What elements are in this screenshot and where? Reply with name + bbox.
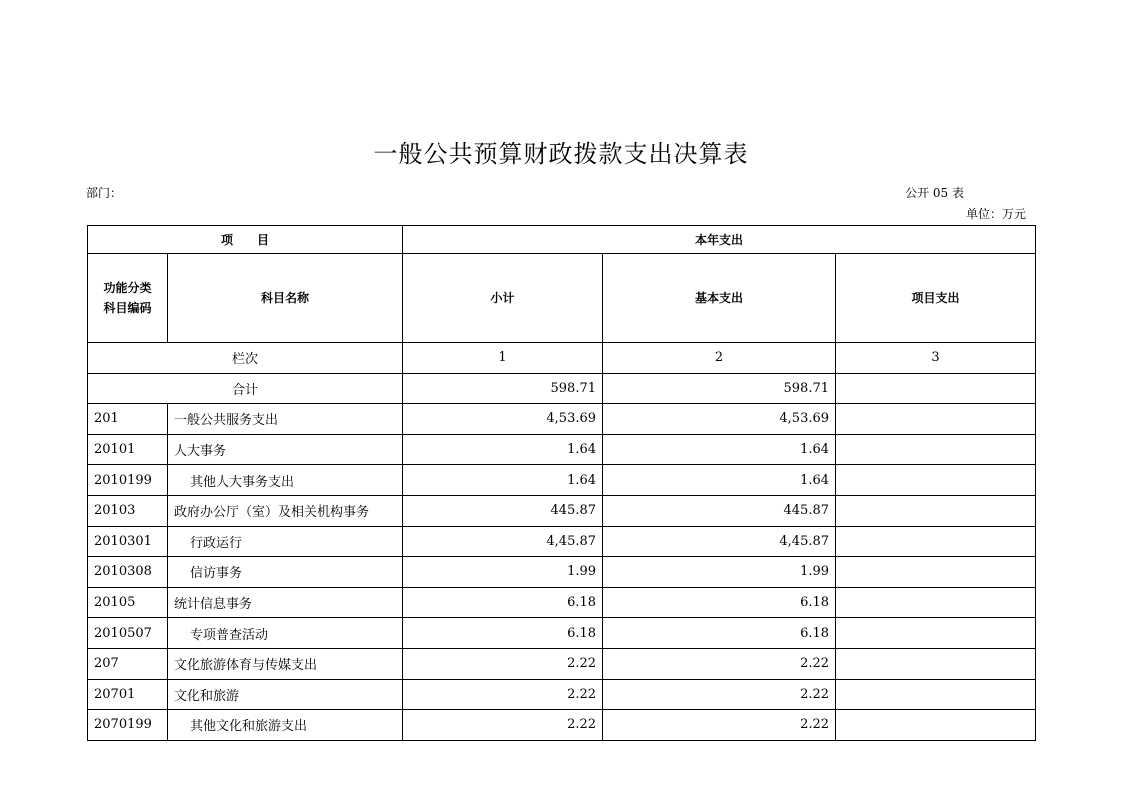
form-number: 公开 05 表: [905, 186, 964, 200]
table-row: [88, 465, 1036, 496]
row-subtotal: 1.99: [403, 557, 603, 588]
row-code: 2010301: [88, 526, 168, 557]
table-row: [88, 434, 1036, 465]
header-code: [88, 254, 168, 343]
row-subtotal: 1.64: [403, 434, 603, 465]
table-row: [88, 495, 1036, 526]
row-code: 2010199: [88, 465, 168, 496]
header-row-sub: [88, 254, 1036, 343]
row-code: 2010507: [88, 618, 168, 649]
row-subject-name: 信访事务: [168, 557, 403, 588]
page-title: 一般公共预算财政拨款支出决算表: [373, 140, 749, 168]
row-project: [836, 434, 1036, 465]
row-subtotal: 6.18: [403, 587, 603, 618]
header-subtotal: 小计: [403, 254, 603, 343]
row-subject-name: 统计信息事务: [168, 587, 403, 618]
department-label: 部门：: [86, 186, 123, 200]
row-code: 20101: [88, 434, 168, 465]
table-row: [88, 679, 1036, 710]
row-project: [836, 710, 1036, 741]
row-subject-name: 其他人大事务支出: [168, 465, 403, 496]
row-project: [836, 495, 1036, 526]
row-code: 2070199: [88, 710, 168, 741]
row-basic: 1.99: [603, 557, 836, 588]
row-subtotal: 1.64: [403, 465, 603, 496]
total-row: [88, 373, 1036, 404]
header-code-line2: 科目编码: [103, 301, 152, 315]
row-subject-name: 文化和旅游: [168, 679, 403, 710]
total-label: 合计: [88, 373, 403, 404]
row-project: [836, 557, 1036, 588]
total-project: [836, 373, 1036, 404]
row-project: [836, 526, 1036, 557]
expenditure-table: [87, 225, 1036, 741]
row-project: [836, 465, 1036, 496]
row-subtotal: 2.22: [403, 679, 603, 710]
row-subject-name: 其他文化和旅游支出: [168, 710, 403, 741]
row-subtotal: 2.22: [403, 648, 603, 679]
header-row-top: [88, 226, 1036, 254]
header-code-line1: 功能分类: [103, 281, 152, 295]
column-index-label: 栏次: [88, 343, 403, 374]
header-subject-name: 科目名称: [168, 254, 403, 343]
row-subtotal: 2.22: [403, 710, 603, 741]
row-project: [836, 618, 1036, 649]
row-subject-name: 行政运行: [168, 526, 403, 557]
total-subtotal: 598.71: [403, 373, 603, 404]
table-row: [88, 404, 1036, 435]
row-code: 20103: [88, 495, 168, 526]
row-subject-name: 政府办公厅（室）及相关机构事务: [168, 495, 403, 526]
table-row: [88, 710, 1036, 741]
row-basic: 6.18: [603, 587, 836, 618]
table-body: [88, 226, 1036, 741]
row-code: 20105: [88, 587, 168, 618]
row-subtotal: 4,53.69: [403, 404, 603, 435]
row-basic: 2.22: [603, 710, 836, 741]
row-subject-name: 人大事务: [168, 434, 403, 465]
row-basic: 1.64: [603, 465, 836, 496]
table-row: [88, 618, 1036, 649]
row-subject-name: 专项普查活动: [168, 618, 403, 649]
table-row: [88, 587, 1036, 618]
total-basic: 598.71: [603, 373, 836, 404]
row-basic: 2.22: [603, 679, 836, 710]
column-index-1: 1: [403, 343, 603, 374]
row-basic: 2.22: [603, 648, 836, 679]
column-index-2: 2: [603, 343, 836, 374]
row-code: 2010308: [88, 557, 168, 588]
table-row: [88, 526, 1036, 557]
table-row: [88, 557, 1036, 588]
row-code: 201: [88, 404, 168, 435]
header-project: 项 目: [88, 226, 403, 254]
row-code: 207: [88, 648, 168, 679]
header-project-expenditure: 项目支出: [836, 254, 1036, 343]
row-basic: 445.87: [603, 495, 836, 526]
row-project: [836, 679, 1036, 710]
row-subtotal: 4,45.87: [403, 526, 603, 557]
row-subject-name: 一般公共服务支出: [168, 404, 403, 435]
row-basic: 4,53.69: [603, 404, 836, 435]
column-index-row: [88, 343, 1036, 374]
column-index-3: 3: [836, 343, 1036, 374]
row-subject-name: 文化旅游体育与传媒支出: [168, 648, 403, 679]
row-project: [836, 404, 1036, 435]
row-basic: 1.64: [603, 434, 836, 465]
row-project: [836, 648, 1036, 679]
header-current-year-expenditure: 本年支出: [403, 226, 1036, 254]
header-basic-expenditure: 基本支出: [603, 254, 836, 343]
row-project: [836, 587, 1036, 618]
row-subtotal: 6.18: [403, 618, 603, 649]
row-subtotal: 445.87: [403, 495, 603, 526]
table-row: [88, 648, 1036, 679]
row-basic: 4,45.87: [603, 526, 836, 557]
row-basic: 6.18: [603, 618, 836, 649]
row-code: 20701: [88, 679, 168, 710]
unit-label: 单位：万元: [965, 207, 1026, 221]
